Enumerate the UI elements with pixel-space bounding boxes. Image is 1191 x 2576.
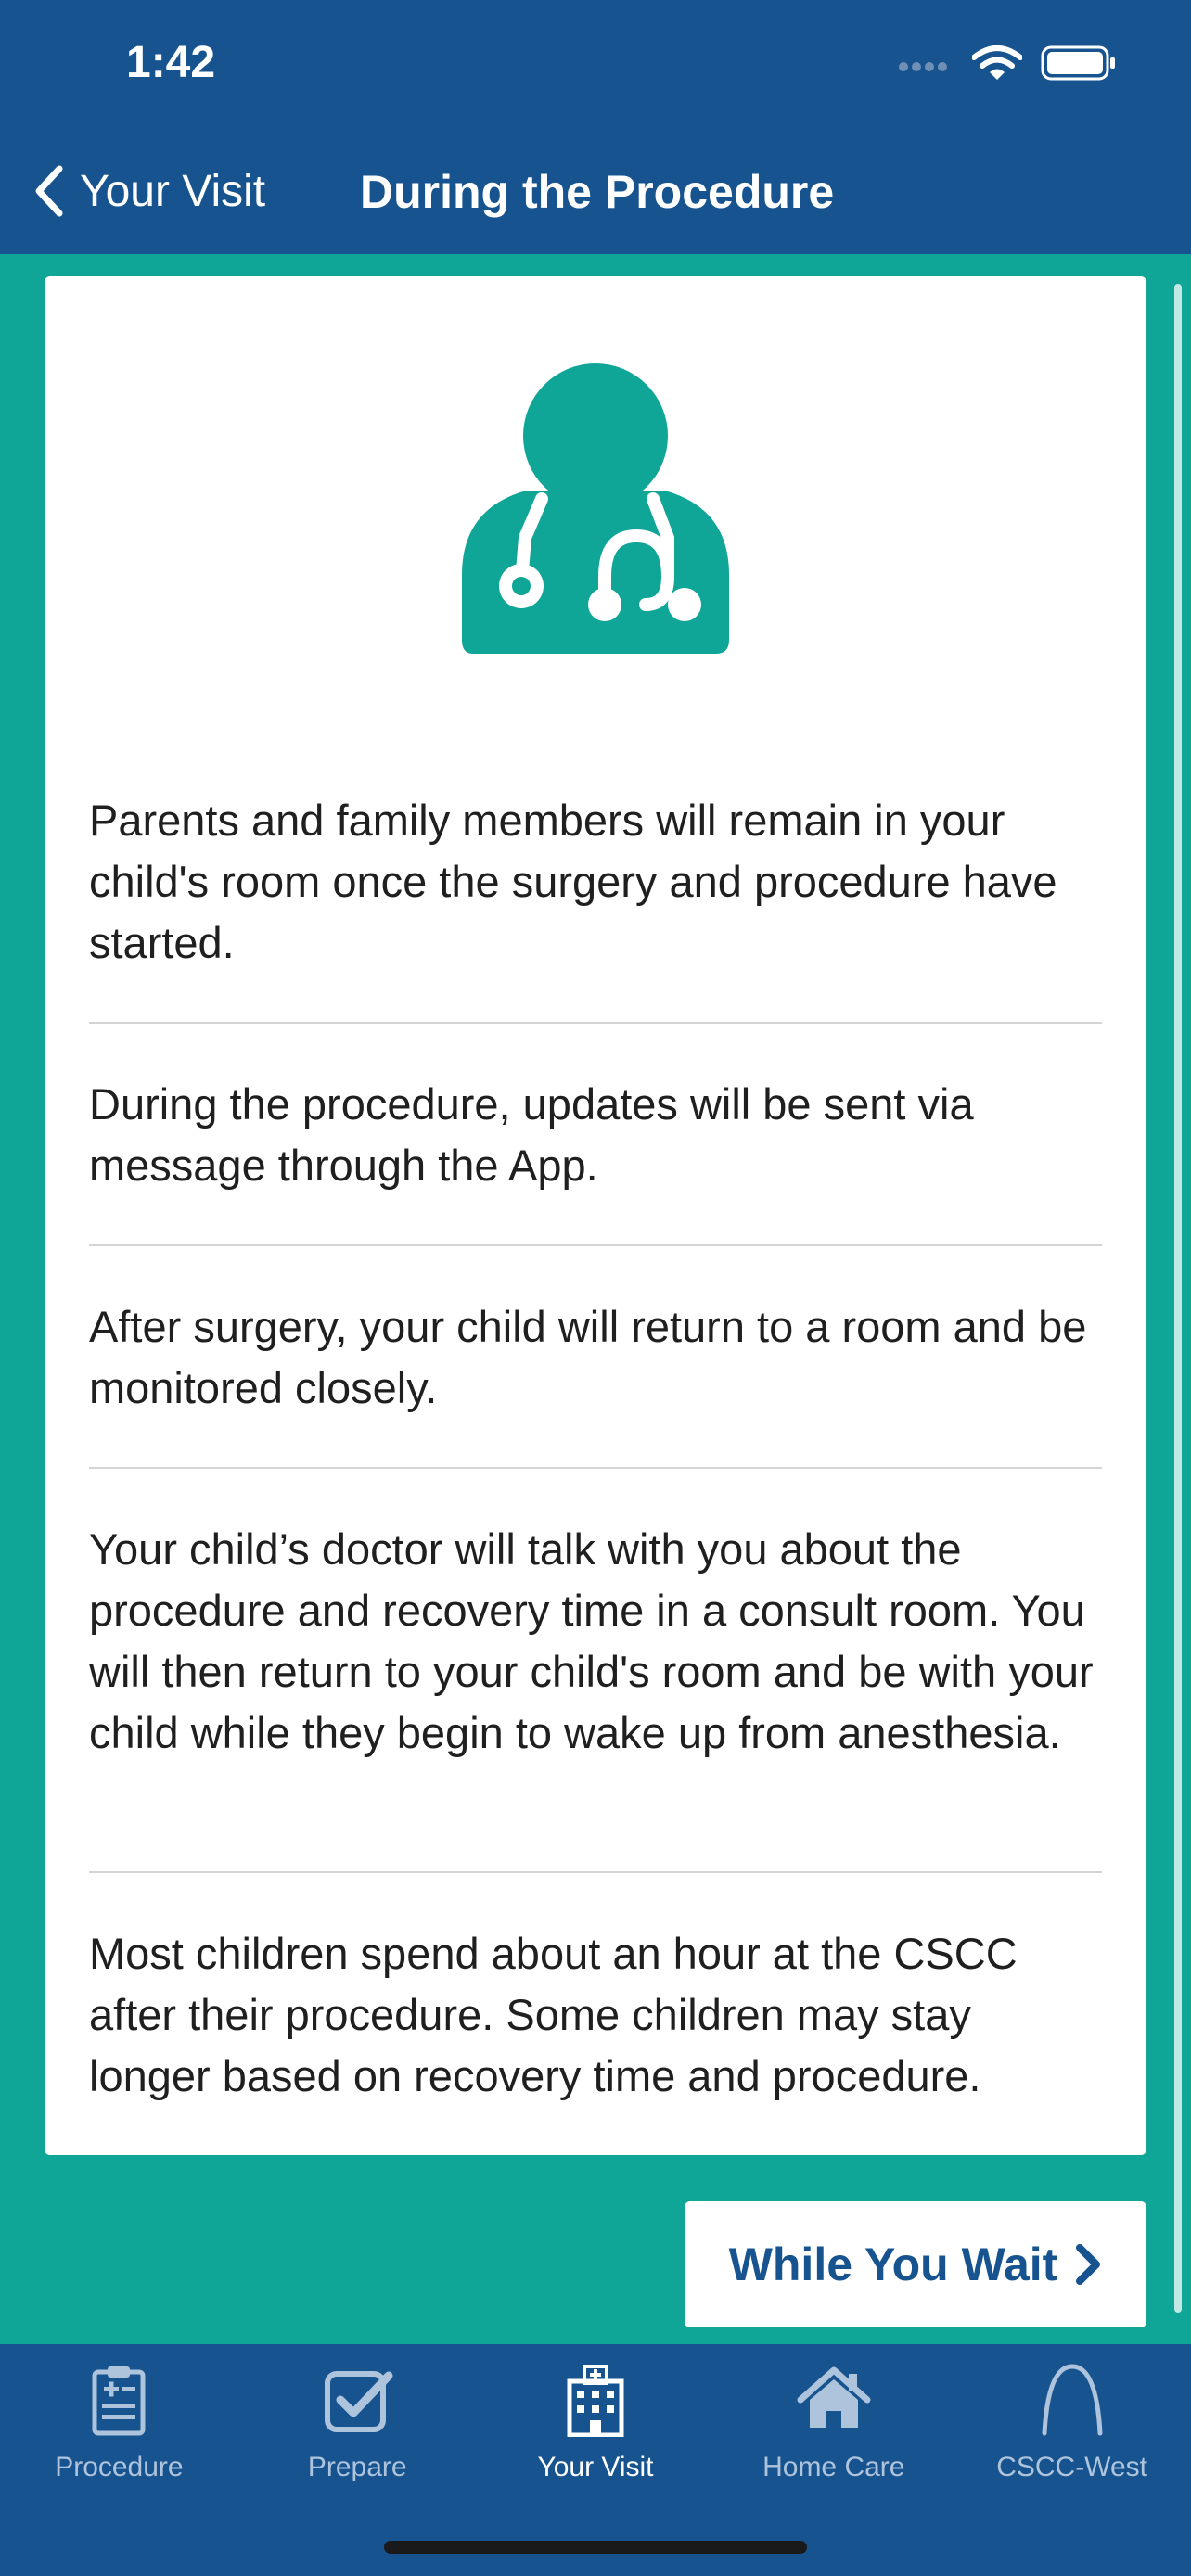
- scrollbar[interactable]: [1174, 284, 1182, 2313]
- divider: [89, 1467, 1102, 1469]
- info-item: During the procedure, updates will be sent via message through the App.: [89, 1079, 974, 1190]
- tab-label: Procedure: [55, 2452, 184, 2482]
- hospital-icon: [558, 2363, 633, 2437]
- while-you-wait-label: While You Wait: [728, 2238, 1058, 2290]
- back-button-label: Your Visit: [80, 166, 266, 216]
- tab-label: Your Visit: [537, 2452, 654, 2482]
- info-item: After surgery, your child will return to a room and be monitored closely.: [89, 1302, 1087, 1412]
- home-icon: [797, 2363, 871, 2437]
- cellular-signal-icon: [898, 54, 954, 72]
- tab-cscc-west[interactable]: [953, 2344, 1191, 2483]
- tab-label: CSCC-West: [996, 2452, 1147, 2482]
- doctor-icon: [462, 362, 731, 658]
- divider: [89, 1871, 1102, 1873]
- tab-your-visit[interactable]: [477, 2344, 715, 2483]
- arch-icon: [1035, 2363, 1109, 2437]
- clipboard-icon: [82, 2363, 156, 2437]
- chevron-left-icon: [32, 163, 65, 219]
- while-you-wait-button[interactable]: [685, 2201, 1146, 2327]
- tab-label: Prepare: [307, 2452, 407, 2482]
- info-item: Parents and family members will remain in your child's room once the surgery and procedure have started.: [89, 796, 1057, 967]
- tab-label: Home Care: [762, 2452, 905, 2482]
- content-card: [45, 276, 1146, 2155]
- divider: [89, 1022, 1102, 1024]
- tab-prepare[interactable]: [238, 2344, 477, 2483]
- status-icons: [898, 45, 1117, 82]
- info-item: Your child’s doctor will talk with you about the procedure and recovery time in a consult room. You will then return to your child's room and be with your child while they begin to wake up from anesthesia.: [89, 1524, 1094, 1757]
- wifi-icon: [972, 45, 1022, 82]
- status-bar: [0, 0, 1191, 139]
- checkbox-icon: [320, 2363, 394, 2437]
- info-item: Most children spend about an hour at the CSCC after their procedure. Some children may stay longer based on recovery time and procedure.: [89, 1929, 1018, 2100]
- battery-icon: [1041, 45, 1117, 82]
- page-title: During the Procedure: [360, 166, 835, 218]
- tab-procedure[interactable]: [0, 2344, 238, 2483]
- navigation-bar: [0, 139, 1191, 254]
- back-button[interactable]: [32, 161, 265, 221]
- divider: [89, 1244, 1102, 1246]
- home-indicator: [384, 2541, 807, 2554]
- tab-home-care[interactable]: [714, 2344, 953, 2483]
- status-time: 1:42: [126, 38, 216, 87]
- chevron-right-icon: [1074, 2244, 1102, 2285]
